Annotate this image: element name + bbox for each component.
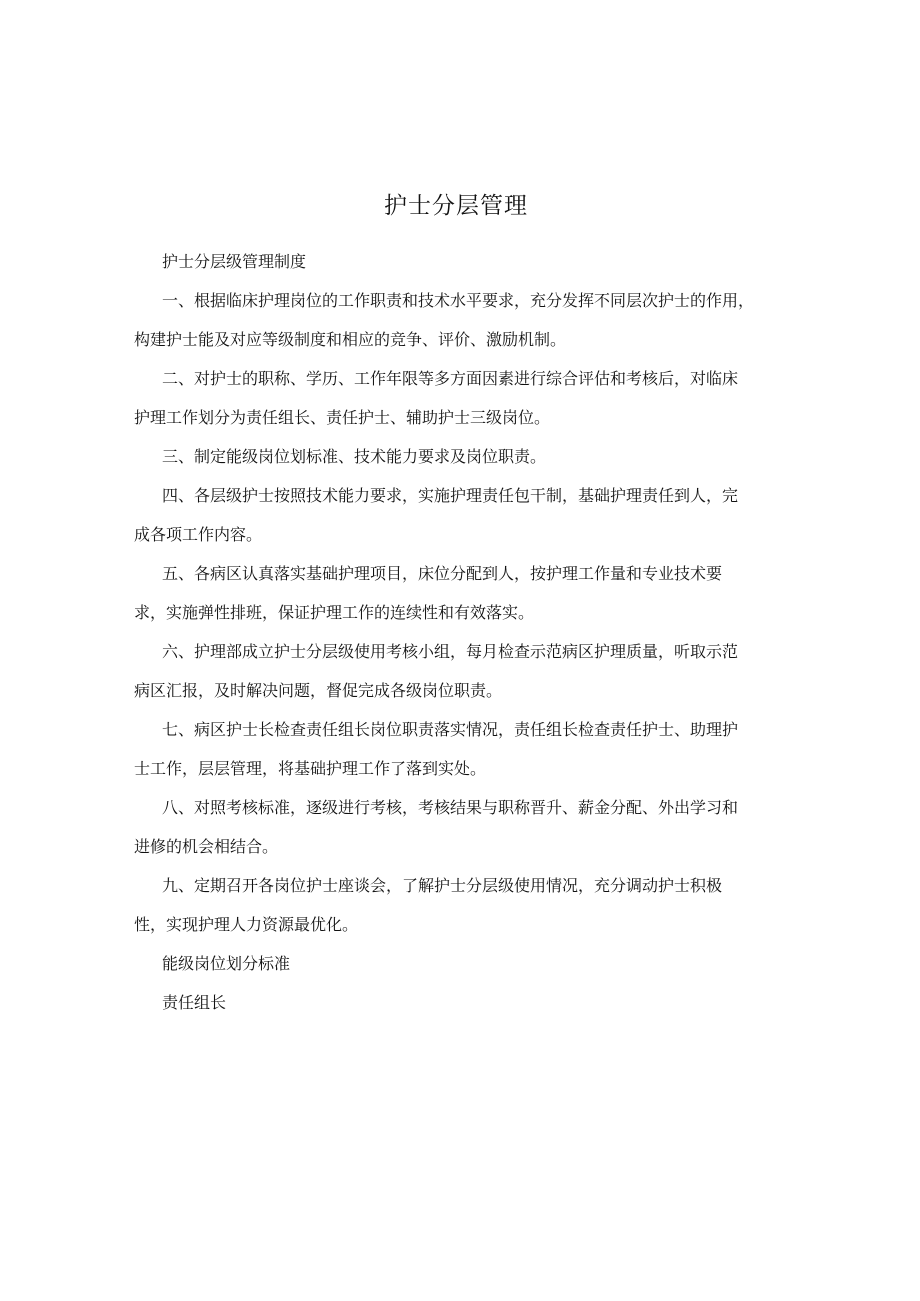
paragraph-1-line-2: 构建护士能及对应等级制度和相应的竞争、评价、激励机制。 [134, 330, 567, 349]
paragraph-4-line-2: 成各项工作内容。 [134, 525, 263, 544]
paragraph-6-line-2: 病区汇报，及时解决问题，督促完成各级岗位职责。 [134, 681, 503, 700]
paragraph-9-line-1: 九、定期召开各岗位护士座谈会，了解护士分层级使用情况，充分调动护士积极 [162, 876, 723, 895]
subtitle: 护士分层级管理制度 [162, 252, 307, 271]
paragraph-8-line-1: 八、对照考核标准，逐级进行考核，考核结果与职称晋升、薪金分配、外出学习和 [162, 798, 739, 817]
paragraph-4-line-1: 四、各层级护士按照技术能力要求，实施护理责任包干制，基础护理责任到人，完 [162, 486, 739, 505]
paragraph-9-line-2: 性，实现护理人力资源最优化。 [134, 915, 359, 934]
paragraph-5-line-2: 求，实施弹性排班，保证护理工作的连续性和有效落实。 [134, 603, 535, 622]
document-title: 护士分层管理 [384, 193, 528, 219]
paragraph-6-line-1: 六、护理部成立护士分层级使用考核小组，每月检查示范病区护理质量，听取示范 [162, 642, 739, 661]
paragraph-8-line-2: 进修的机会相结合。 [134, 837, 279, 856]
paragraph-7-line-1: 七、病区护士长检查责任组长岗位职责落实情况，责任组长检查责任护士、助理护 [162, 720, 739, 739]
paragraph-3-line-1: 三、制定能级岗位划标准、技术能力要求及岗位职责。 [162, 447, 547, 466]
paragraph-2-line-2: 护理工作划分为责任组长、责任护士、辅助护士三级岗位。 [134, 408, 551, 427]
paragraph-1-line-1: 一、根据临床护理岗位的工作职责和技术水平要求，充分发挥不同层次护士的作用， [162, 291, 755, 310]
paragraph-2-line-1: 二、对护士的职称、学历、工作年限等多方面因素进行综合评估和考核后，对临床 [162, 369, 739, 388]
sub-heading: 责任组长 [162, 993, 227, 1012]
paragraph-5-line-1: 五、各病区认真落实基础护理项目，床位分配到人，按护理工作量和专业技术要 [162, 564, 723, 583]
section-heading: 能级岗位划分标准 [162, 954, 291, 973]
paragraph-7-line-2: 士工作，层层管理，将基础护理工作了落到实处。 [134, 759, 487, 778]
document-body [134, 242, 780, 1022]
